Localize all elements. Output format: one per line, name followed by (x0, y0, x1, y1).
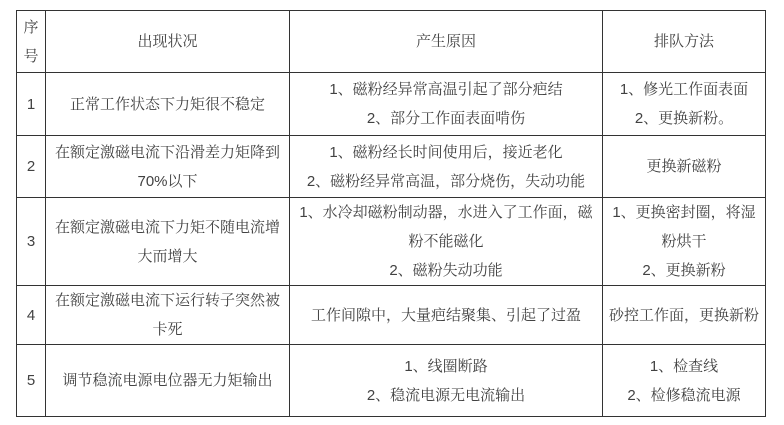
table-row (17, 198, 766, 286)
remedy-line: 1、修光工作面表面 (619, 81, 749, 98)
header-cell-symptom: 出现状况 (46, 11, 290, 73)
fault-table-container (16, 10, 766, 417)
symptom-cell: 在额定激磁电流下力矩不随电流增大而增大 (46, 198, 290, 286)
cause-cell (290, 136, 603, 198)
remedy-cell (603, 136, 766, 198)
cause-line: 工作间隙中，大量疤结聚集、引起了过盈 (310, 306, 581, 324)
header-cell-index: 序号 (17, 11, 46, 73)
symptom-cell: 在额定激磁电流下沿滑差力矩降到70%以下 (46, 136, 290, 198)
remedy-line: 2、更换新粉 (642, 262, 726, 279)
table-row (17, 345, 766, 417)
remedy-cell (603, 73, 766, 136)
header-cell-cause: 产生原因 (290, 11, 603, 73)
remedy-line: 2、更换新粉。 (634, 110, 734, 127)
remedy-cell (603, 345, 766, 417)
symptom-cell: 正常工作状态下力矩很不稳定 (46, 73, 290, 136)
row-index: 3 (17, 198, 46, 286)
table-row (17, 73, 766, 136)
cause-line: 1、线圈断路 (404, 357, 488, 375)
cause-line: 2、部分工作面表面啃伤 (366, 110, 526, 127)
row-index: 4 (17, 286, 46, 345)
cause-cell (290, 73, 603, 136)
cause-line: 1、磁粉经长时间使用后，接近老化 (329, 143, 563, 161)
table-row (17, 286, 766, 345)
remedy-cell (603, 286, 766, 345)
cause-line: 2、磁粉经异常高温，部分烧伤，失动功能 (306, 172, 586, 190)
remedy-line: 1、检查线 (649, 357, 719, 375)
cause-line: 2、稳流电源无电流输出 (366, 386, 526, 404)
remedy-cell (603, 198, 766, 286)
cause-cell (290, 198, 603, 286)
cause-line: 2、磁粉失动功能 (389, 262, 503, 279)
cause-line: 1、水冷却磁粉制动器，水进入了工作面，磁粉不能磁化 (299, 204, 593, 250)
table-row (17, 136, 766, 198)
remedy-line: 更换新磁粉 (646, 158, 722, 175)
cause-cell (290, 345, 603, 417)
symptom-cell: 调节稳流电源电位器无力矩输出 (46, 345, 290, 417)
cause-line: 1、磁粉经异常高温引起了部分疤结 (329, 81, 563, 98)
remedy-line: 砂控工作面，更换新粉 (608, 306, 759, 324)
symptom-cell: 在额定激磁电流下运行转子突然被卡死 (46, 286, 290, 345)
table-header-row (17, 11, 766, 73)
remedy-line: 1、更换密封圈，将湿粉烘干 (612, 204, 756, 250)
fault-troubleshooting-table (16, 10, 766, 417)
row-index: 1 (17, 73, 46, 136)
remedy-line: 2、检修稳流电源 (627, 386, 741, 404)
header-cell-remedy: 排队方法 (603, 11, 766, 73)
row-index: 5 (17, 345, 46, 417)
cause-cell (290, 286, 603, 345)
row-index: 2 (17, 136, 46, 198)
